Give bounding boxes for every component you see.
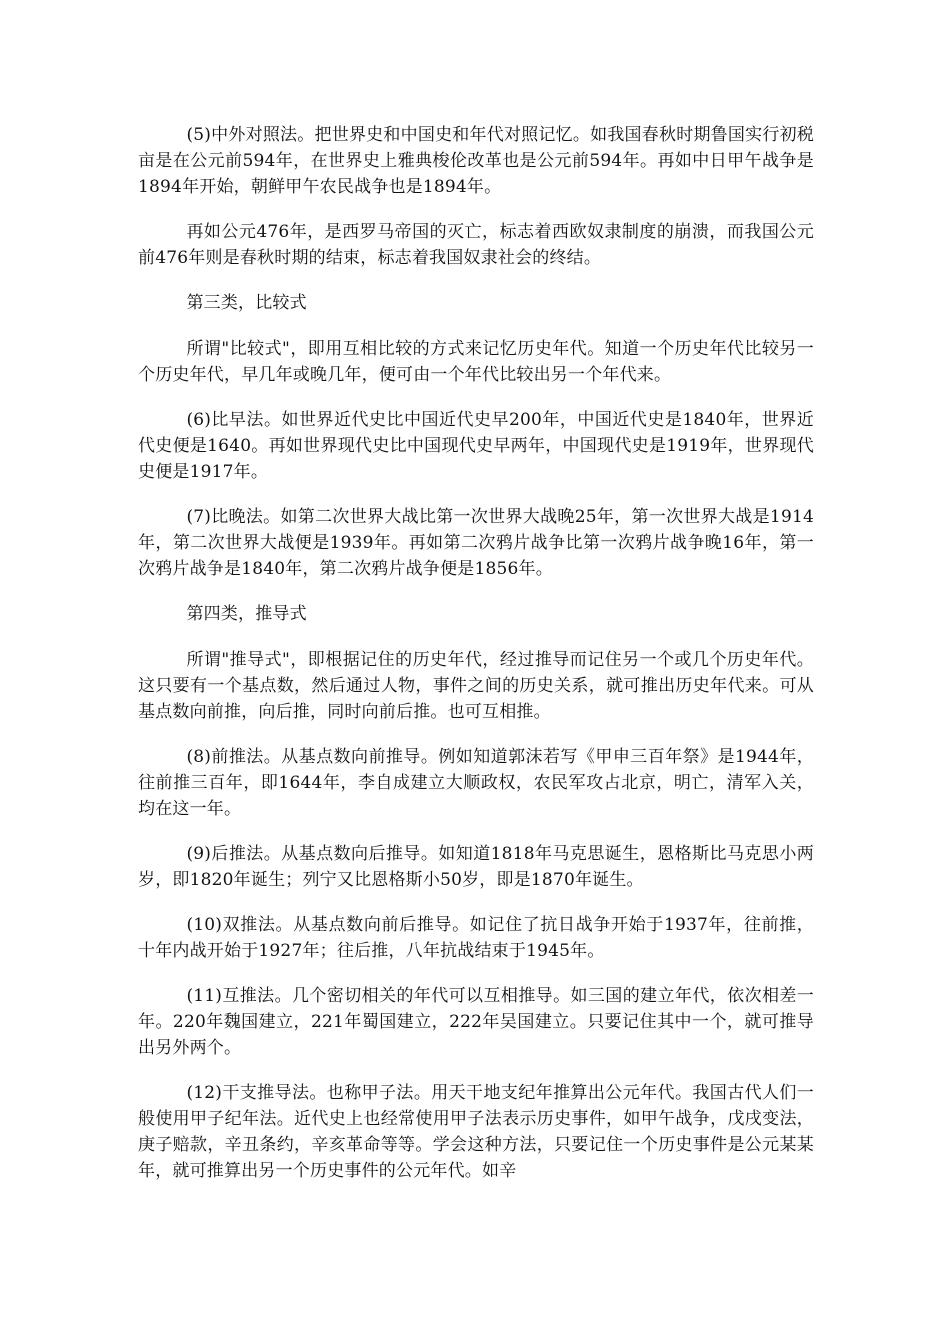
paragraph-earlier-method: (6)比早法。如世界近代史比中国近代史早200年，中国近代史是1840年，世界近代史便是1640。再如世界现代史比中国现代史早两年，中国现代史是1919年，世界现代史便是1917年。 — [138, 410, 814, 482]
paragraph-derivation-definition: 所谓"推导式"，即根据记住的历史年代，经过推导而记住另一个或几个历史年代。这只要有一个基点数，然后通过人物，事件之间的历史关系，就可推出历史年代来。可从基点数向前推，向后推，同时向前后推。也可互相推。 — [138, 650, 814, 722]
section-heading-comparison: 第三类，比较式 — [186, 293, 307, 313]
paragraph-ganzhi-derivation: (12)干支推导法。也称甲子法。用天干地支纪年推算出公元年代。我国古代人们一般使用甲子纪年法。近代史上也经常使用甲子法表示历史事件，如甲午战争，戊戌变法，庚子赔款，辛丑条约，辛亥革命等等。学会这种方法，只要记住一个历史事件是公元某某年，就可推算出另一个历史事件的公元年代。如辛 — [138, 1083, 814, 1181]
paragraph-mutual-derivation: (11)互推法。几个密切相关的年代可以互相推导。如三国的建立年代，依次相差一年。220年魏国建立，221年蜀国建立，222年吴国建立。只要记住其中一个，就可推导出另外两个。 — [138, 986, 814, 1058]
paragraph-sino-foreign-comparison: (5)中外对照法。把世界史和中国史和年代对照记忆。如我国春秋时期鲁国实行初税亩是在公元前594年，在世界史上雅典梭伦改革也是公元前594年。再如中日甲午战争是1894年开始，朝鲜甲午农民战争也是1894年。 — [138, 125, 814, 197]
paragraph-two-way-derivation: (10)双推法。从基点数向前后推导。如记住了抗日战争开始于1937年，往前推，十年内战开始于1927年；往后推，八年抗战结束于1945年。 — [138, 915, 814, 961]
paragraph-year-476: 再如公元476年，是西罗马帝国的灭亡，标志着西欧奴隶制度的崩溃，而我国公元前476年则是春秋时期的结束，标志着我国奴隶社会的终结。 — [138, 222, 814, 268]
paragraph-backward-derivation: (9)后推法。从基点数向后推导。如知道1818年马克思诞生，恩格斯比马克思小两岁，即1820年诞生；列宁又比恩格斯小50岁，即是1870年诞生。 — [138, 844, 814, 890]
paragraph-forward-derivation: (8)前推法。从基点数向前推导。例如知道郭沫若写《甲申三百年祭》是1944年，往前推三百年，即1644年，李自成建立大顺政权，农民军攻占北京，明亡，清军入关，均在这一年。 — [138, 747, 814, 819]
paragraph-later-method: (7)比晚法。如第二次世界大战比第一次世界大战晚25年，第一次世界大战是1914年，第二次世界大战便是1939年。再如第二次鸦片战争比第一次鸦片战争晚16年，第一次鸦片战争是1840年，第二次鸦片战争便是1856年。 — [138, 507, 814, 579]
section-heading-derivation: 第四类，推导式 — [186, 604, 307, 624]
paragraph-comparison-definition: 所谓"比较式"，即用互相比较的方式来记忆历史年代。知道一个历史年代比较另一个历史年代，早几年或晚几年，便可由一个年代比较出另一个年代来。 — [138, 339, 814, 385]
document-body — [138, 122, 814, 1203]
